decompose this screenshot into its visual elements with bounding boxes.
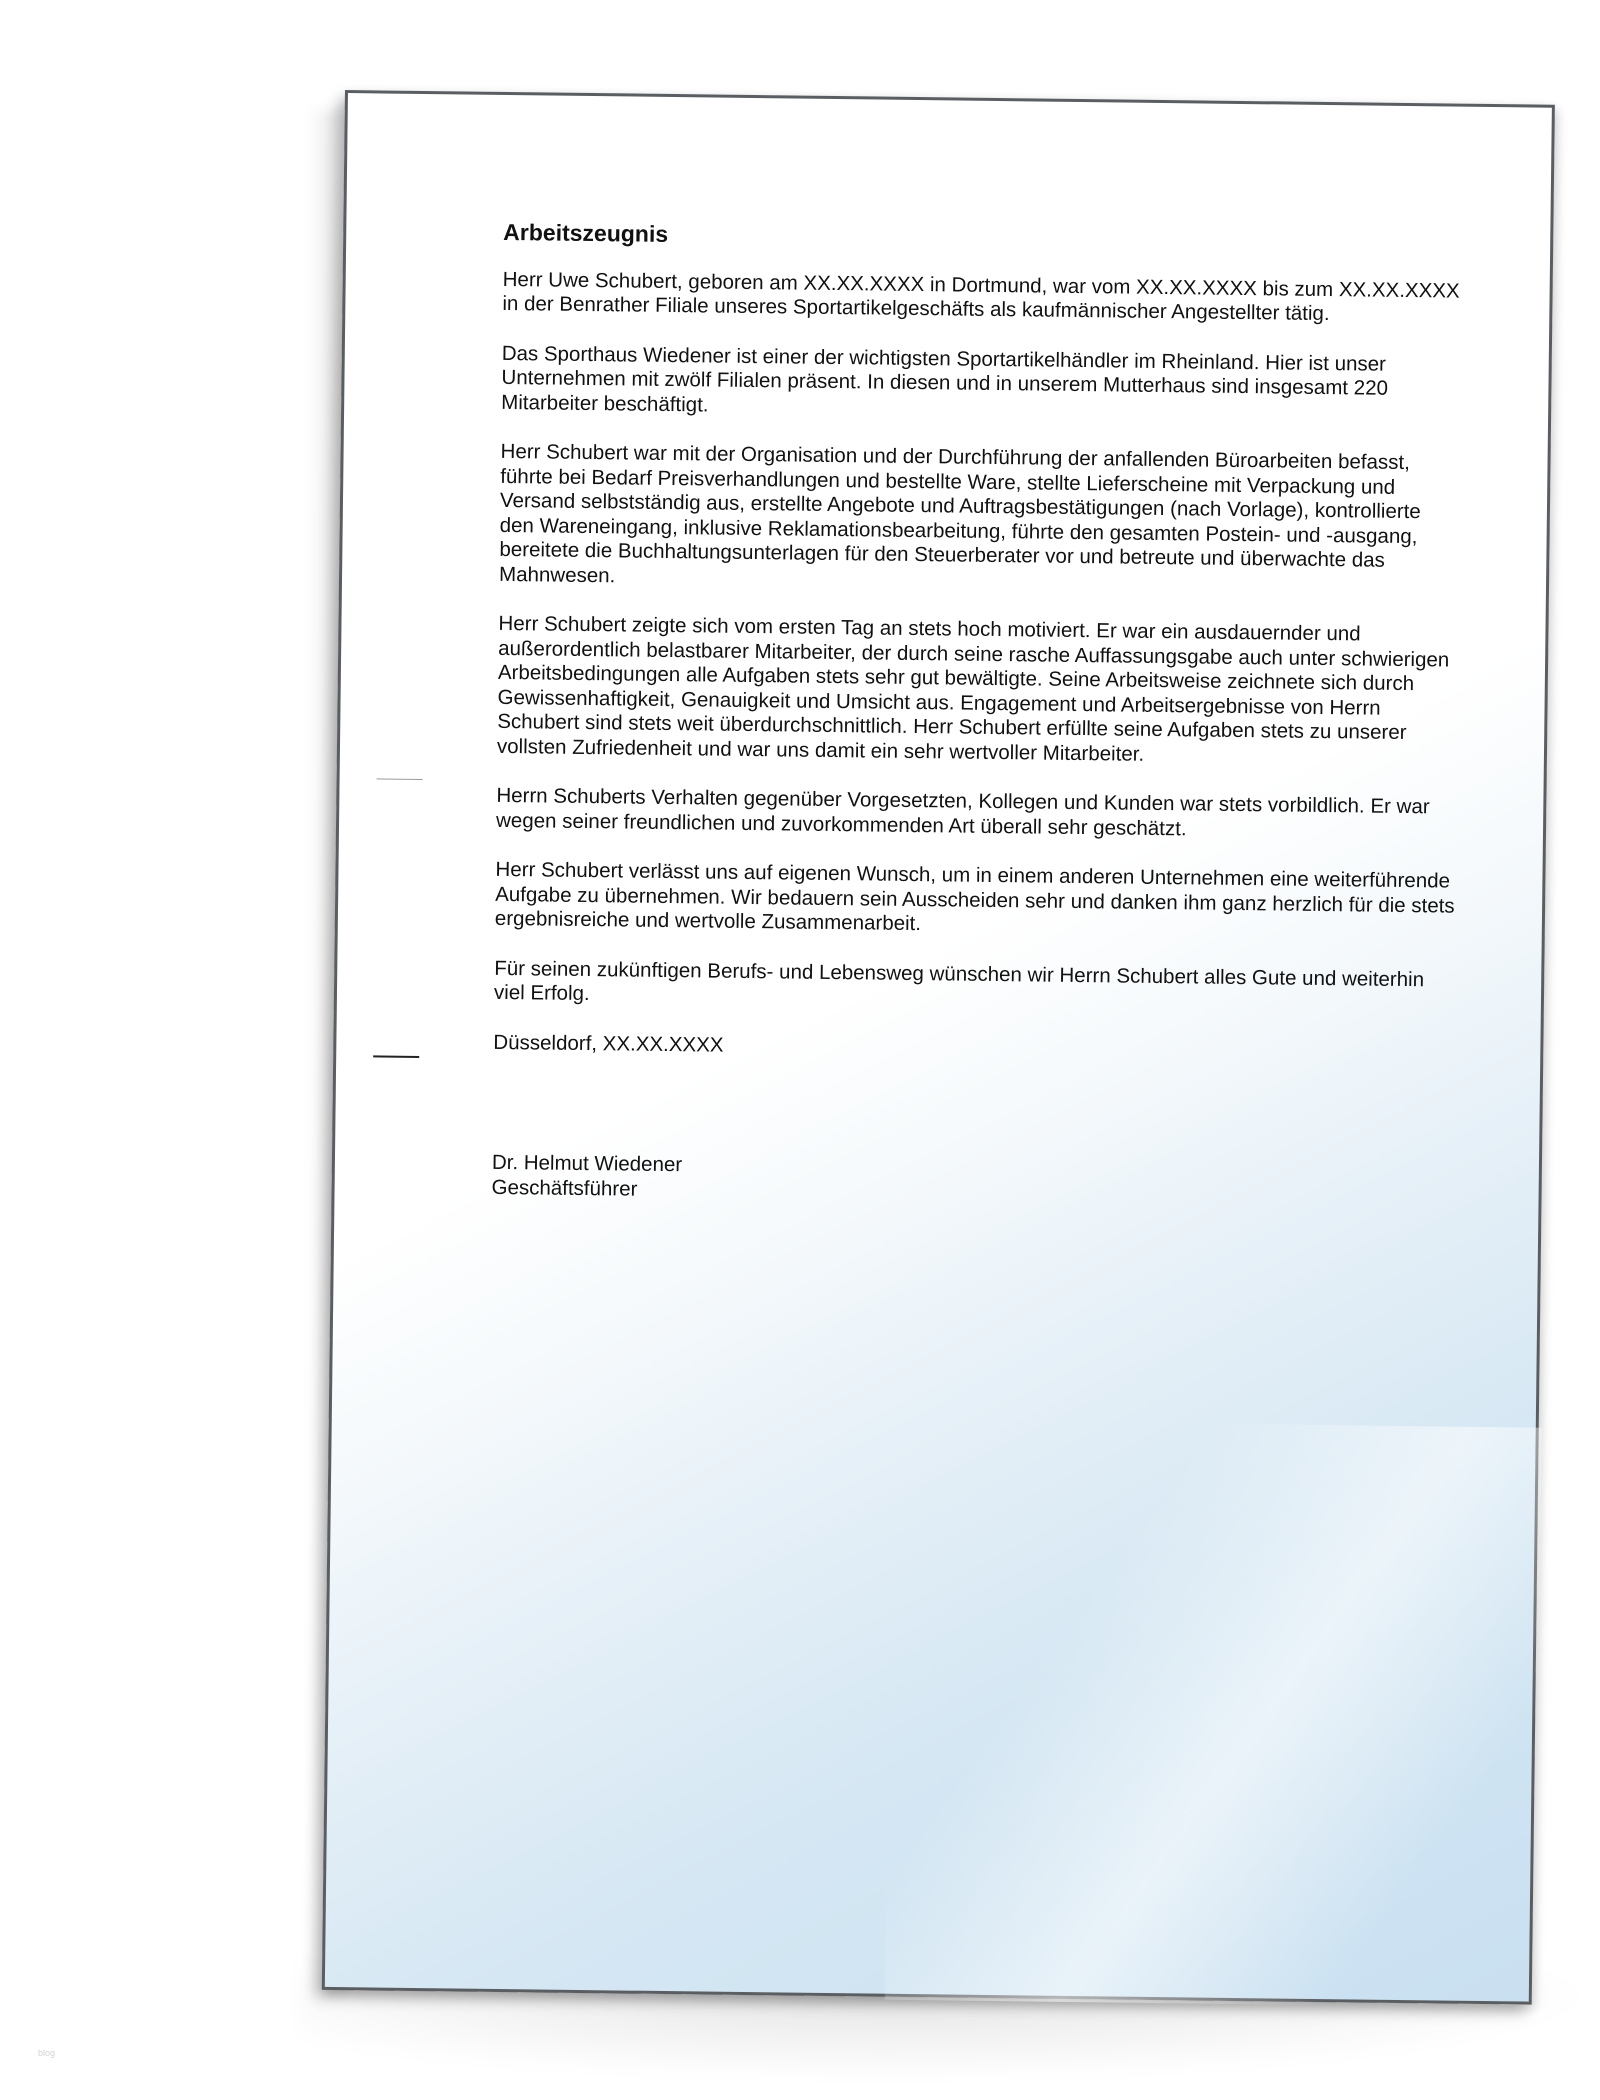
signature-name: Dr. Helmut Wiedener (491, 1150, 683, 1177)
document-title: Arbeitszeugnis (503, 218, 669, 247)
paragraph-company: Das Sporthaus Wiedener ist einer der wichtigsten Sportartikelhändler im Rheinland. Hier ist unser Unternehmen mit zwölf Filialen präsent. In diesen und in unserem Mutterhaus sind insgesamt 220 Mitarbeiter beschäftigt. (501, 341, 1389, 416)
paragraph-performance: Herr Schubert zeigte sich vom ersten Tag an stets hoch motiviert. Er war ein ausdauernder und außerordentlich belastbarer Mitarbeiter, der durch seine rasche Auffassungsgabe auch unter schwierigen Arbeitsbedingungen alle Aufgaben stets sehr gut bewältigte. Seine Arbeitsweise zeichnete sich durch Gewissenhaftigkeit, Genauigkeit und Umsicht aus. Engagement und Arbeitsergebnisse von Herrn Schubert sind stets weit überdurchschnittlich. Herr Schubert erfüllte seine Aufgaben stets zu unserer vollsten Zufriedenheit und war uns damit ein sehr wertvoller Mitarbeiter. (496, 611, 1450, 766)
fold-mark (377, 778, 423, 780)
signature-role: Geschäftsführer (491, 1175, 638, 1201)
corner-watermark: blog (38, 2048, 56, 2058)
place-date: Düsseldorf, XX.XX.XXXX (493, 1030, 724, 1057)
paragraph-duties: Herr Schubert war mit der Organisation und der Durchführung der anfallenden Büroarbeiten befasst, führte bei Bedarf Preisverhandlungen und bestellte Ware, stellte Lieferscheine mit Verpackung und Versand selbstständig aus, erstellte Angebote und Auftragsbestätigungen (nach Vorlage), kontrollierte den Wareneingang, inklusive Reklamationsbearbeitung, führte den gesamten Postein- und -ausgang, bereitete die Buchhaltungsunterlagen für den Steuerberater vor und betreute und überwachte das Mahnwesen. (498, 439, 1421, 587)
paragraph-wishes: Für seinen zukünftigen Berufs- und Lebensweg wünschen wir Herrn Schubert alles Gute und weiterhin viel Erfolg. (493, 956, 1425, 1006)
paragraph-employment: Herr Uwe Schubert, geboren am XX.XX.XXXX in Dortmund, war vom XX.XX.XXXX bis zum XX.XX.XXXX in der Benrather Filiale unseres Sportartikelgeschäfts als kaufmännischer Angestellter tätig. (502, 267, 1460, 326)
punch-mark (373, 1055, 419, 1058)
document-page (322, 90, 1555, 2005)
document-body (491, 220, 1463, 1212)
paragraph-conduct: Herrn Schuberts Verhalten gegenüber Vorgesetzten, Kollegen und Kunden war stets vorbildlich. Er war wegen seiner freundlichen und zuvorkommenden Art überall sehr geschätzt. (495, 783, 1430, 840)
paragraph-departure: Herr Schubert verlässt uns auf eigenen Wunsch, um in einem anderen Unternehmen eine weiterführende Aufgabe zu übernehmen. Wir bedauern sein Ausscheiden sehr und danken ihm ganz herzlich für die stets ergebnisreiche und wertvolle Zusammenarbeit. (494, 857, 1455, 936)
